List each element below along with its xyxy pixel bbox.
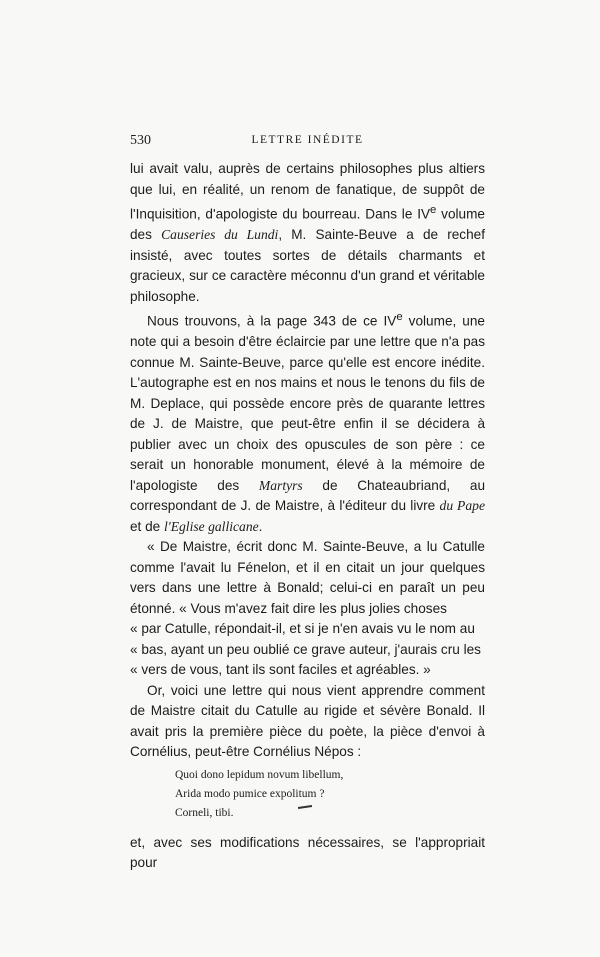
- verse-line: Arida modo pumice expolitum ?: [175, 787, 325, 800]
- paragraph-2: Nous trouvons, à la page 343 de ce IVe volume, une note qui a besoin d'être éclaircie par une lettre que n'a pas connue M. Sainte-Beuve, parce qu'elle est encore inédite. L'autographe est en nos mains et nous le tenons du fils de M. Deplace, qui possède encore près de quarante lettres de J. de Maistre, que peut-être enfin il se décidera à publier avec un choix des opuscules de son père : ce serait un honorable monument, élevé à la mémoire de l'apologiste des Martyrs de Chateaubriand, au correspondant de J. de Maistre, à l'éditeur du livre du Pape et de l'Eglise gallicane.: [130, 311, 486, 534]
- running-title: LETTRE INÉDITE: [251, 134, 364, 146]
- paragraph-4: Or, voici une lettre qui nous vient apprendre comment de Maistre citait du Catulle au rigide et sévère Bonald. Il avait pris la première pièce du poète, la pièce d'envoi à Cornélius, peut-être Cornélius Népos :: [130, 682, 485, 760]
- quote-line-4: « vers de vous, tant ils sont faciles et agréables. »: [130, 662, 431, 678]
- verse-line: Quoi dono lepidum novum libellum,: [175, 768, 344, 781]
- body-text: [130, 159, 485, 874]
- paragraph-3-quote: « De Maistre, écrit donc M. Sainte-Beuve, a lu Catulle comme l'avait lu Fénelon, et il en citait un jour quelques vers dans une lettre à Bonald; celui-ci en paraît un peu étonné. « Vous m'avez fait dire les plus jolies choses: [130, 539, 485, 616]
- quote-line-3: « bas, ayant un peu oublié ce grave auteur, j'aurais cru les: [130, 641, 481, 657]
- latin-verse: [175, 766, 485, 823]
- verse-line: Corneli, tibi.: [175, 806, 234, 819]
- page-number: 530: [130, 133, 151, 148]
- running-head: [130, 133, 485, 151]
- quote-line-2: « par Catulle, répondait-il, et si je n'en avais vu le nom au: [130, 621, 475, 637]
- paragraph-5: et, avec ses modifications nécessaires, se l'appropriait pour: [130, 834, 485, 871]
- paragraph-1: lui avait valu, auprès de certains philosophes plus altiers que lui, en réalité, un renom de fanatique, de suppôt de l'Inquisition, d'apologiste du bourreau. Dans le IVe volume des Causeries du Lundi, M. Sainte-Beuve a de rechef insisté, avec toutes sortes de détails charmants et gracieux, sur ce caractère méconnu d'un grand et véritable philosophe.: [130, 161, 485, 304]
